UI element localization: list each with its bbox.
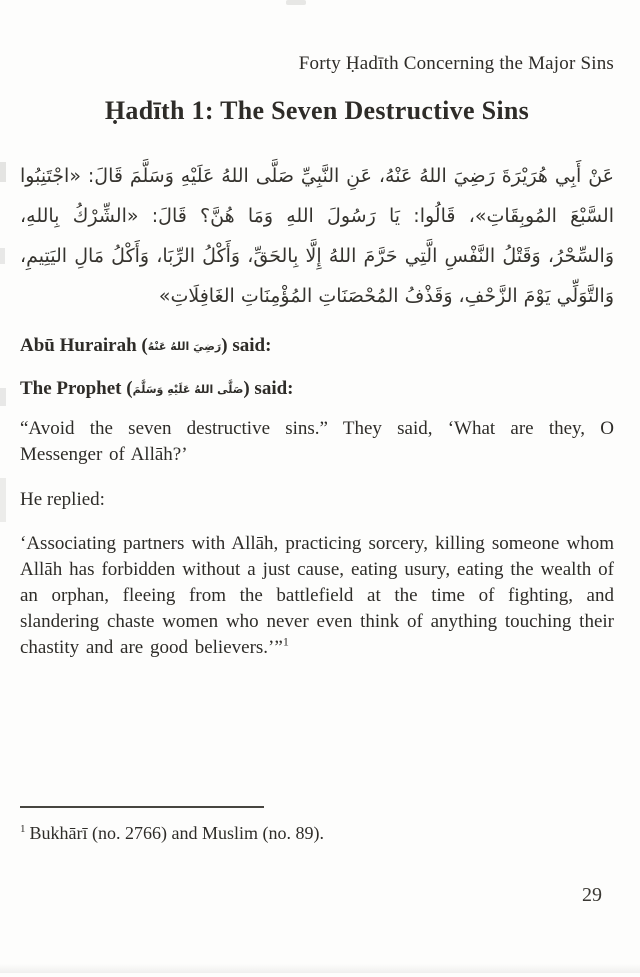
scan-artifact xyxy=(0,388,6,406)
narrator-said: ) said: xyxy=(221,335,272,356)
prophet-label: The Prophet ( xyxy=(20,378,133,399)
page-title: Ḥadīth 1: The Seven Destructive Sins xyxy=(104,96,530,125)
he-replied-line: He replied: xyxy=(20,489,105,510)
footnote-reference: 1 xyxy=(282,634,289,649)
scan-artifact xyxy=(0,478,6,522)
scan-artifact xyxy=(0,964,640,973)
footnote-separator-rule xyxy=(20,806,264,808)
footnote-citation: Bukhārī (no. 2766) and Muslim (no. 89). xyxy=(29,823,324,843)
hadith-arabic-text: عَنْ أَبِي هُرَيْرَةَ رَضِيَ اللهُ عَنْهُ، عَنِ النَّبِيِّ صَلَّى اللهُ عَلَيْهِ وَسَلَّمَ قَالَ: «اجْتَنِبُوا السَّبْعَ المُوبِقَاتِ»، قَالُوا: يَا رَسُولَ اللهِ وَمَا هُنَّ؟ قَالَ: «الشِّرْكُ بِاللهِ، وَالسِّحْرُ، وَقَتْلُ النَّفْسِ الَّتِي حَرَّمَ اللهُ إِلَّا بِالحَقِّ، وَأَكْلُ الرِّبَا، وَأَكْلُ مَالِ اليَتِيمِ، وَالتَّوَلِّي يَوْمَ الزَّحْفِ، وَقَذْفُ المُحْصَنَاتِ المُؤْمِنَاتِ الغَافِلَاتِ» xyxy=(20,165,614,307)
reply-text: ‘Associating partners with Allāh, practicing sorcery, killing someone whom Allāh has forbidden without a just cause, eating usury, eating the wealth of an orphan, fleeing from the battlefield at the time of fighting, and slandering chaste women who never even think of anything touching their chastity and are good believers.’” xyxy=(20,533,614,658)
prophet-line xyxy=(20,376,614,402)
page-number: 29 xyxy=(582,884,602,906)
running-header: Forty Ḥadīth Concerning the Major Sins xyxy=(298,53,614,74)
footnote-marker: 1 xyxy=(20,823,26,835)
radiallahu-anhu-honorific: رَضِيَ اللهُ عَنْهُ xyxy=(147,340,222,353)
footnote-area xyxy=(20,806,614,845)
scan-artifact xyxy=(0,248,5,264)
reply-paragraph xyxy=(20,531,614,661)
scan-artifact xyxy=(0,162,6,182)
avoid-paragraph: “Avoid the seven destructive sins.” They said, ‘What are they, O Messenger of Allāh?’ xyxy=(20,418,614,465)
scan-artifact xyxy=(286,0,306,5)
footnote xyxy=(20,817,614,845)
narrator-line xyxy=(20,333,614,359)
sallallahu-alayhi-wasallam-honorific: صَلَّى اللهُ عَلَيْهِ وَسَلَّمَ xyxy=(132,383,244,396)
prophet-said: ) said: xyxy=(243,378,294,399)
narrator-name: Abū Hurairah ( xyxy=(20,335,148,356)
